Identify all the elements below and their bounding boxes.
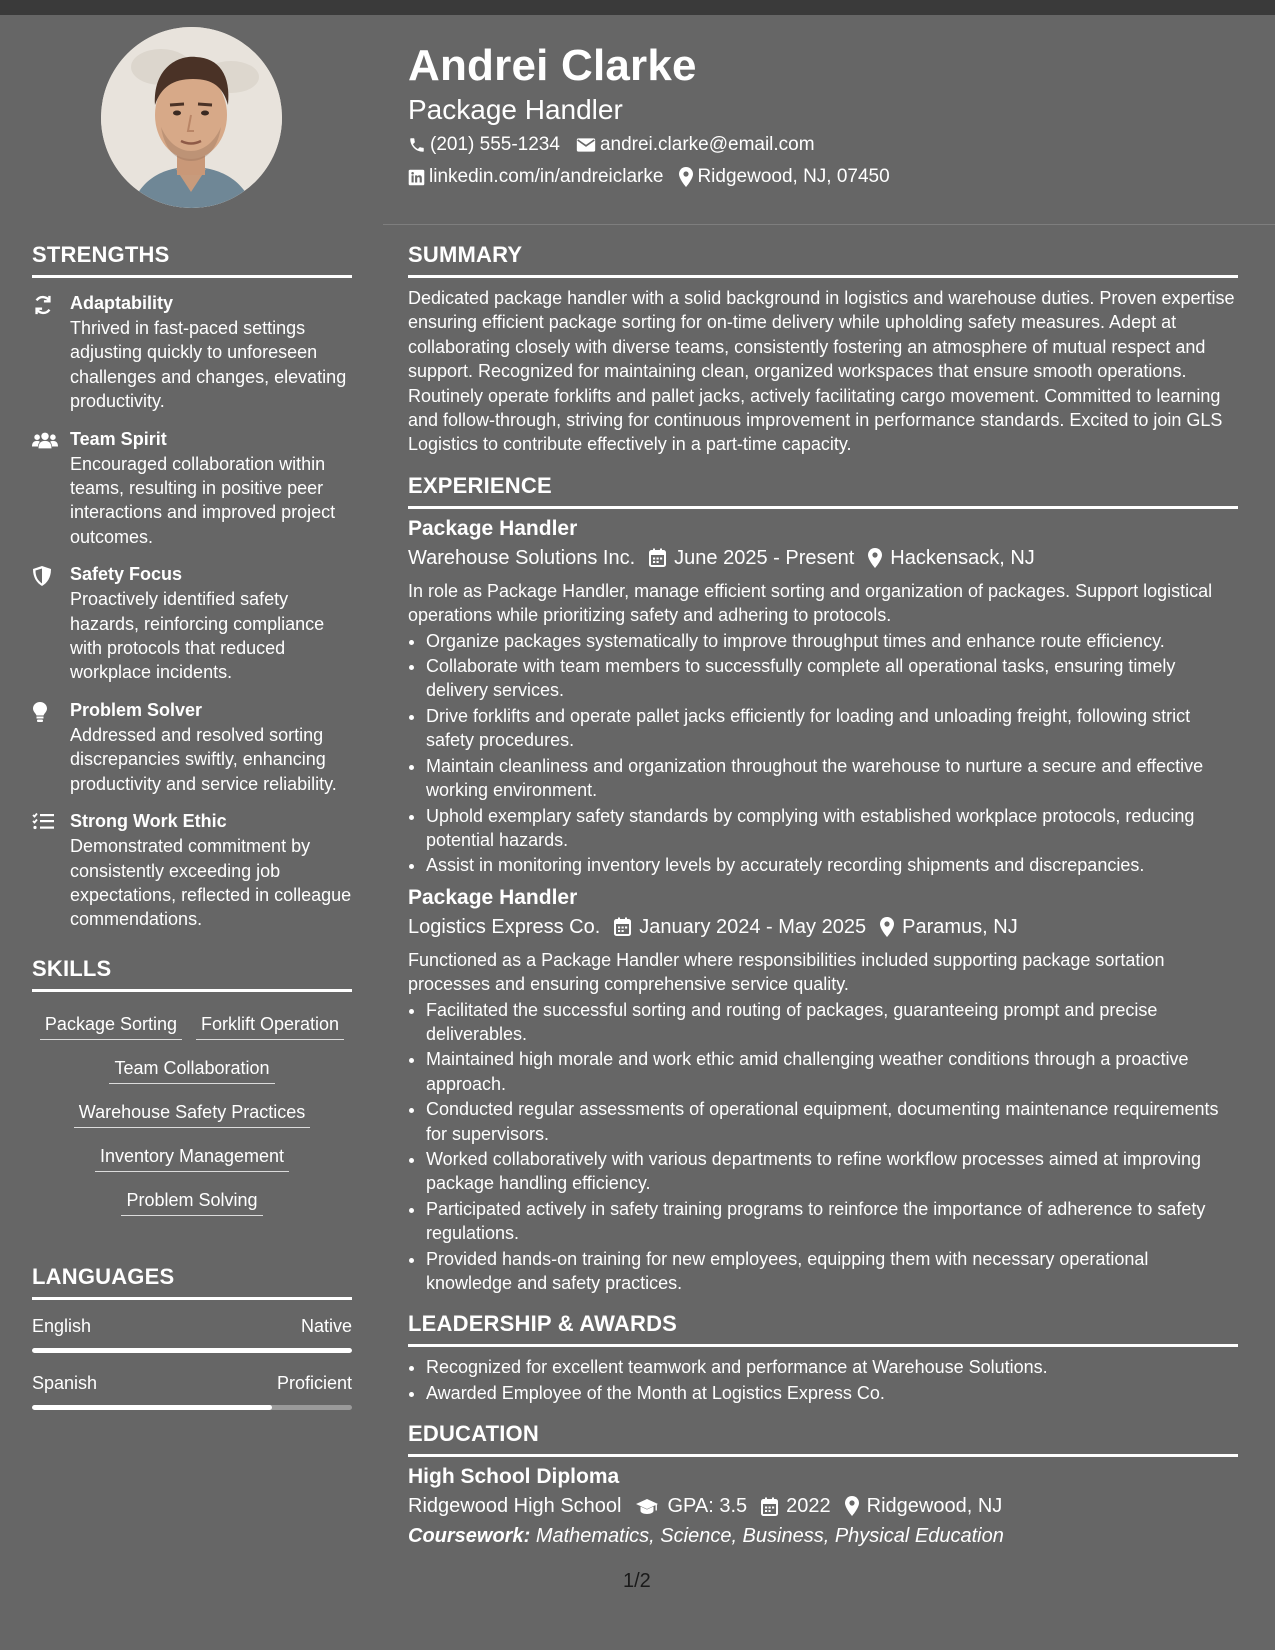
phone-text: (201) 555-1234 — [430, 134, 560, 155]
job-title: Package Handler — [408, 885, 578, 909]
resume-header — [408, 40, 1238, 192]
calendar-icon — [761, 1497, 778, 1516]
list-item: • Organize packages systematically to improve throughput times and enhance route efficiency. — [426, 629, 1238, 653]
job-bullets — [408, 629, 1238, 878]
calendar-icon — [614, 917, 631, 936]
skill-tag: Inventory Management — [95, 1144, 289, 1172]
list-item: • Maintain cleanliness and organization throughout the warehouse to nurture a secure and effective working environment. — [426, 754, 1238, 803]
contact-row-2 — [408, 162, 1238, 192]
strength-desc: Encouraged collaboration within teams, resulting in positive peer interactions and improved project outcomes. — [70, 453, 336, 547]
job-title: Package Handler — [408, 516, 578, 540]
map-pin-icon — [868, 548, 882, 568]
awards-heading: LEADERSHIP & AWARDS — [408, 1309, 1238, 1347]
location-text: Ridgewood, NJ, 07450 — [697, 166, 890, 187]
education-meta — [408, 1491, 1238, 1521]
strength-item — [32, 427, 352, 550]
top-bar — [0, 0, 1275, 15]
language-item — [32, 1314, 352, 1353]
list-item: • Collaborate with team members to successfully complete all operational tasks, ensuring timely delivery services. — [426, 654, 1238, 703]
strength-item — [32, 562, 352, 685]
list-item: • Worked collaboratively with various departments to refine workflow processes aimed at improving package handling efficiency. — [426, 1147, 1238, 1196]
experience-heading: EXPERIENCE — [408, 471, 1238, 509]
linkedin-icon — [408, 169, 425, 186]
strength-item — [32, 291, 352, 414]
shield-icon — [32, 565, 52, 587]
contact-linkedin[interactable] — [408, 162, 663, 192]
lightbulb-icon — [32, 701, 48, 723]
language-proficiency-bar — [32, 1348, 352, 1353]
strength-title: Team Spirit — [70, 428, 167, 449]
users-icon — [32, 430, 58, 450]
education-degree: High School Diploma — [408, 1465, 620, 1489]
job-entry — [408, 515, 1238, 878]
strength-title: Safety Focus — [70, 564, 183, 585]
job-description: Functioned as a Package Handler where responsibilities included supporting package sortation processes and ensuring comprehensive service quality. — [408, 949, 1165, 995]
phone-icon — [408, 136, 426, 154]
list-item: • Conducted regular assessments of operational equipment, documenting maintenance requirements for supervisors. — [426, 1097, 1238, 1146]
job-bullets — [408, 998, 1238, 1296]
list-item: • Facilitated the successful sorting and routing of packages, guaranteeing prompt and precise deliverables. — [426, 998, 1238, 1047]
candidate-name: Andrei Clarke — [408, 41, 697, 90]
list-item: • Provided hands-on training for new employees, equipping them with necessary operational knowledge and safety practices. — [426, 1247, 1238, 1296]
summary-heading: SUMMARY — [408, 240, 1238, 278]
strength-item — [32, 698, 352, 796]
language-item — [32, 1371, 352, 1410]
coursework-text: Mathematics, Science, Business, Physical Education — [535, 1525, 1004, 1548]
language-level: Proficient — [276, 1372, 352, 1393]
list-item: • Recognized for excellent teamwork and performance at Warehouse Solutions. — [426, 1355, 1238, 1379]
job-description: In role as Package Handler, manage efficient sorting and organization of packages. Support logistical operations while prioritizing safety and adhering to protocols. — [408, 580, 1213, 626]
map-pin-icon — [845, 1496, 859, 1516]
email-text: andrei.clarke@email.com — [599, 134, 815, 155]
list-item: • Maintained high morale and work ethic amid challenging weather conditions through a proactive approach. — [426, 1047, 1238, 1096]
awards-list — [408, 1355, 1238, 1405]
strength-desc: Addressed and resolved sorting discrepancies swiftly, enhancing productivity and service reliability. — [70, 724, 337, 794]
contact-email[interactable] — [576, 130, 815, 160]
strength-desc: Thrived in fast-paced settings adjusting quickly to unforeseen challenges and changes, elevating productivity. — [70, 318, 347, 412]
list-item: • Awarded Employee of the Month at Logistics Express Co. — [426, 1381, 1238, 1405]
strengths-heading: STRENGTHS — [32, 240, 352, 278]
contact-phone[interactable] — [408, 130, 560, 160]
avatar — [101, 27, 282, 208]
language-name: English — [32, 1315, 92, 1336]
job-location: Hackensack, NJ — [890, 546, 1035, 569]
summary-text: Dedicated package handler with a solid background in logistics and warehouse duties. Proven expertise ensuring efficient package sorting for on-time delivery while upholding safety measures. Adept at collaborating closely with diverse teams, consistently fostering an atmosphere of mutual respect and support. Recognized for maintaining clean, organized workspaces that ensure smooth operations. Routinely operate forklifts and pallet jacks, actively facilitating cargo movement. Committed to learning and follow-through, striving for continuous improvement in performance standards. Excited to join GLS Logistics to contribute effectively in a part-time capacity. — [408, 288, 1235, 455]
coursework-label: Coursework: — [408, 1525, 531, 1548]
page-number: 1/2 — [623, 1570, 651, 1592]
contact-row-1 — [408, 130, 1238, 160]
job-company: Warehouse Solutions Inc. — [408, 546, 636, 569]
education-location: Ridgewood, NJ — [866, 1495, 1003, 1518]
map-pin-icon — [679, 167, 693, 187]
header-divider — [383, 224, 1275, 225]
skill-tag: Package Sorting — [40, 1012, 182, 1040]
education-year: 2022 — [786, 1495, 831, 1518]
candidate-title: Package Handler — [408, 94, 623, 125]
strength-title: Problem Solver — [70, 699, 203, 720]
refresh-icon — [32, 294, 54, 316]
job-meta — [408, 912, 1238, 942]
job-location: Paramus, NJ — [902, 915, 1018, 938]
skill-tag: Team Collaboration — [109, 1056, 274, 1084]
skill-tag: Warehouse Safety Practices — [74, 1100, 310, 1128]
graduation-cap-icon — [635, 1498, 659, 1515]
job-entry — [408, 884, 1238, 1296]
job-company: Logistics Express Co. — [408, 915, 601, 938]
education-coursework — [408, 1521, 1238, 1551]
strength-item — [32, 809, 352, 932]
sidebar — [32, 240, 352, 1410]
job-dates: June 2025 - Present — [674, 546, 855, 569]
strength-desc: Proactively identified safety hazards, reinforcing compliance with protocols that reduced workplace incidents. — [70, 589, 325, 683]
skill-tag: Problem Solving — [121, 1188, 262, 1216]
calendar-icon — [649, 548, 666, 567]
job-dates: January 2024 - May 2025 — [639, 915, 867, 938]
education-school: Ridgewood High School — [408, 1495, 622, 1518]
job-meta — [408, 543, 1238, 573]
language-name: Spanish — [32, 1372, 98, 1393]
strength-desc: Demonstrated commitment by consistently exceeding job expectations, reflected in colleague commendations. — [70, 836, 352, 930]
language-level: Native — [300, 1315, 352, 1336]
map-pin-icon — [880, 917, 894, 937]
linkedin-text: linkedin.com/in/andreiclarke — [429, 166, 664, 187]
skills-list — [32, 1004, 352, 1224]
strength-title: Adaptability — [70, 293, 174, 313]
contact-location — [679, 162, 889, 192]
languages-heading: LANGUAGES — [32, 1262, 352, 1300]
skills-heading: SKILLS — [32, 954, 352, 992]
envelope-icon — [576, 137, 596, 153]
list-item: • Participated actively in safety training programs to reinforce the importance of adherence to safety regulations. — [426, 1197, 1238, 1246]
list-item: • Uphold exemplary safety standards by complying with established workplace protocols, reducing potential hazards. — [426, 804, 1238, 853]
tasks-icon — [32, 812, 54, 830]
skill-tag: Forklift Operation — [196, 1012, 344, 1040]
list-item: • Drive forklifts and operate pallet jacks efficiently for loading and unloading freight, following strict safety procedures. — [426, 704, 1238, 753]
education-gpa: GPA: 3.5 — [667, 1495, 748, 1518]
strength-title: Strong Work Ethic — [70, 811, 227, 832]
education-heading: EDUCATION — [408, 1419, 1238, 1457]
language-proficiency-bar — [32, 1405, 352, 1410]
list-item: • Assist in monitoring inventory levels by accurately recording shipments and discrepancies. — [426, 853, 1238, 877]
main-content — [408, 240, 1238, 1551]
